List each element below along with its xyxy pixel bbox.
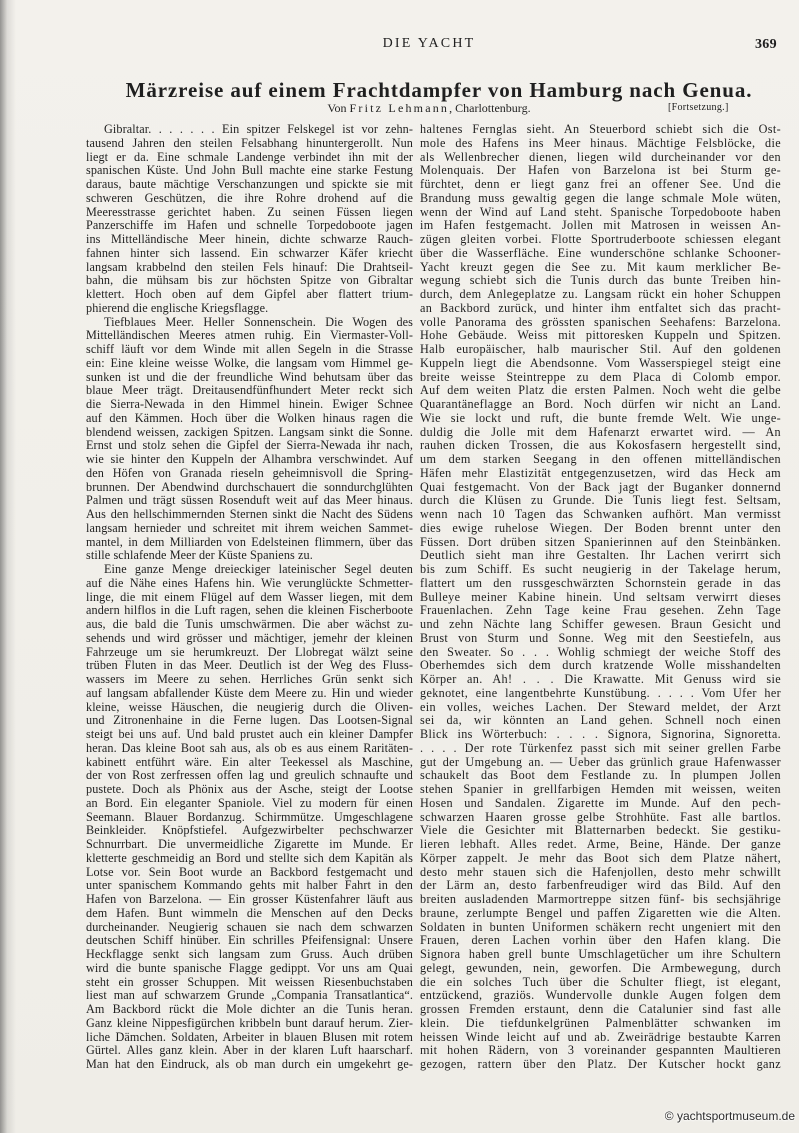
text-line: steigt bei uns auf. Und bald prustet auch ein kleiner Dampfer <box>86 728 413 741</box>
text-line: Körper zappelt. Je mehr das Boot sich dem Platze nähert, <box>420 851 781 865</box>
text-line: Brandung muss gewaltig gegen die lange schmale Mole wüten, <box>420 191 781 205</box>
text-line: Seemann. Blauer Bordanzug. Schirmmütze. Umgeschlagene <box>86 810 413 824</box>
text-line: Eine ganze Menge dreieckiger lateinischer Segel deuten <box>104 563 413 576</box>
text-line: Hosen und Sandalen. Zigarette im Munde. Auf den pech- <box>420 796 781 810</box>
text-line: Frauenlachen. Zehn Tage keine Frau gesehen. Zehn Tage <box>420 604 781 618</box>
text-line: stehen Spanier in grellfarbigen Hemden mit weissen, weiten <box>420 783 781 796</box>
text-line: auf die Nähe eines Hafens hin. Wie verunglückte Schmetter- <box>86 576 413 590</box>
paragraph <box>86 563 413 1072</box>
text-line: entzückend, graziös. Wundervolle dunkle Augen folgen dem <box>420 989 781 1003</box>
text-line: kletterte geschmeidig an Bord und stellte sich dem Kapitän als <box>86 851 413 865</box>
text-line: Beinkleider. Knöpfstiefel. Aufgezwirbelter pechschwarzer <box>86 824 413 838</box>
text-line: mole des Hafens ins Meer hinaus. Mächtige Felsblöcke, die <box>420 136 781 150</box>
text-line: Hohe Gebäude. Weiss mit pittoresken Kuppeln und Spitzen. <box>420 329 781 343</box>
text-line: Lotse vor. Sein Boot wurde an Backbord festgemacht und <box>86 865 413 879</box>
text-line: andern hilflos in die Luft ragen, sehen die kleinen Fischerboote <box>86 604 413 618</box>
text-line: langsam krabbelnd den steilen Fels hinauf: Die Drahtseil- <box>86 260 413 274</box>
text-line: breite weisse Steintreppe zu dem Placa di Colomb empor. <box>420 370 781 384</box>
text-line: um dem starken Seegang in den offenen mittelländischen <box>420 453 781 466</box>
text-line: im Hafen festgemacht. Jollen mit Matrosen in weissen An- <box>420 219 781 233</box>
text-line: Gürtel. Alles ganz klein. Aber in der klaren Luft haarscharf. <box>86 1044 413 1058</box>
magazine-name: DIE YACHT <box>382 36 476 51</box>
text-line: Panzerschiffe im Hafen und schnelle Torpedoboote jagen <box>86 219 413 233</box>
text-line: wegung schiebt sich die Tunis durch das bunte Treiben hin- <box>420 274 781 288</box>
text-line: Fahrzeuge um sie herumkreuzt. Der Llobregat wälzt seine <box>86 645 413 659</box>
text-line: haltenes Fernglas sieht. An Steuerbord schiebt sich die Ost- <box>420 123 781 136</box>
text-line: gezogen, rattern über den Platz. Der Kutscher hockt ganz <box>420 1058 781 1071</box>
text-line: die ein solches Tuch über die Schulter fliegt, ist elegant, <box>420 975 781 989</box>
text-line: liche Dämchen. Soldaten, Arbeiter in blauen Blusen mit rotem <box>86 1030 413 1044</box>
text-line: ein: Eine kleine weisse Wolke, die langsam vom Himmel ge- <box>86 356 413 370</box>
text-line: die Sierra-Newada in den Himmel hinein. Ewiger Schnee <box>86 398 413 411</box>
text-line: klettert. Hoch oben auf dem Gipfel aber flattert trium- <box>86 288 413 301</box>
text-line: Am Backbord rückt die Mole dichter an die Tunis heran. <box>86 1003 413 1016</box>
text-line: aus, die bald die Tunis umschwärmen. Die aber wächst zu- <box>86 618 413 631</box>
text-line: kleine, weisse Häuschen, die neugierig durch die Oliven- <box>86 700 413 714</box>
text-line: tausend Jahren den steilen Felsabhang hinuntergerollt. Nun <box>86 136 413 150</box>
text-line: an Backbord zurück, und hinter ihm entfaltet sich das pracht- <box>420 301 781 315</box>
text-line: dies ewige ruhelose Wiegen. Der Boden brennt unter den <box>420 521 781 535</box>
text-line: durch, dem Anlegeplatze zu. Langsam rückt ein hoher Schuppen <box>420 288 781 301</box>
text-line: desto mehr stauen sich die Hafenjollen, desto mehr schwillt <box>420 865 781 879</box>
text-line: Tiefblaues Meer. Heller Sonnenschein. Die Wogen des <box>104 315 413 329</box>
text-line: trüben Fluten in das Meer. Deutlich ist der Weg des Fluss- <box>86 659 413 673</box>
text-line: Heckflagge senkt sich langsam zum Gruss. Auch drüben <box>86 948 413 961</box>
binding-shadow <box>0 0 16 1133</box>
paragraph <box>86 316 413 564</box>
text-line: ins Mittelländische Meer hinein, dichte schwarze Rauch- <box>86 233 413 246</box>
text-line: Bulleye meiner Kabine hinein. Und seltsam verwirrt dieses <box>420 590 781 604</box>
text-line: lieren lebhaft. Alles redet. Arme, Beine, Hände. Der ganze <box>420 838 781 851</box>
text-line: blendend weissen, zackigen Spitzen. Langsam sinkt die Sonne. <box>86 425 413 439</box>
text-line: daraus, baute mächtige Verschanzungen und spickte sie mit <box>86 178 413 191</box>
text-line: fahnen hinter sich lassend. Ein schwarzer Käfer kriecht <box>86 246 413 260</box>
text-line: mantel, in dem Milliarden von Edelsteinen flimmern, über das <box>86 535 413 549</box>
text-line: der von Rost zerfressen offen lag und greulich schnaufte und <box>86 769 413 783</box>
text-line: brunnen. Der Abendwind durchschauert die sonndurchglühten <box>86 480 413 494</box>
text-line: bis zum Schiff. Es sucht neugierig in der Takelage herum, <box>420 563 781 576</box>
text-line: auf den Kämmen. Hoch über die Wolken hinaus ragen die <box>86 411 413 425</box>
author-name: Fritz Lehmann <box>349 101 450 115</box>
text-line: Molenquais. Der Hafen von Barzelona ist bei Sturm ge- <box>420 164 781 178</box>
text-line: über die Wasserfläche. Eine wunderschöne schlanke Schooner- <box>420 246 781 260</box>
text-line: der Lärm an, desto farbenfreudiger wird das Bild. Auf den <box>420 879 781 893</box>
text-line: Gibraltar. . . . . . . Ein spitzer Felskegel ist vor zehn- <box>104 123 413 136</box>
text-line: durch die Klüsen zu Grunde. Die Tunis liegt fest. Seltsam, <box>420 494 781 508</box>
text-line: Signora haben grell bunte Umschlagetücher um ihre Schultern <box>420 948 781 961</box>
text-line: Viele die Gesichter mit Blatternarben bedeckt. Sie gestiku- <box>420 824 781 838</box>
text-line: Quai festgemacht. Von der Back jagt der Buganker donnernd <box>420 480 781 494</box>
text-line: sei da, wir könnten an Land gehen. Schnell noch einen <box>420 714 781 728</box>
text-line: blaue Meer trägt. Dreitausendfünfhundert Meter reckt sich <box>86 384 413 398</box>
byline-location: , Charlottenburg. <box>449 101 531 115</box>
text-line: flattert um den russgeschwärzten Schornstein gerade in das <box>420 576 781 590</box>
text-line: Auf dem weiten Platz die ersten Palmen. Noch weht die gelbe <box>420 384 781 398</box>
text-line: Füssen. Dort drüben sitzen Spanierinnen auf den Steinbänken. <box>420 535 781 549</box>
text-line: ein volles, weiches Lachen. Der Steward meldet, der Arzt <box>420 700 781 714</box>
text-line: wie sie hinter den Kuppeln der Alhambra verschwindet. Auf <box>86 453 413 466</box>
text-line: linge, die mit einem Flügel auf dem Wasser liegen, mit dem <box>86 590 413 604</box>
text-line: . . . . Der rote Türkenfez passt sich mit seiner grellen Farbe <box>420 741 781 755</box>
continuation-note: [Fortsetzung.] <box>668 102 729 113</box>
text-line: kabinett entführt wäre. Ein alter Teekessel als Maschine, <box>86 755 413 769</box>
text-line: volle Panorama des grössten spanischen Seehafens: Barzelona. <box>420 315 781 329</box>
watermark: © yachtsportmuseum.de <box>664 1109 795 1123</box>
text-line: Blick ins Wörterbuch: . . . . Signora, Signorina, Signoretta. <box>420 728 781 741</box>
text-line: Palmen und trägt süssen Rosenduft weit auf das Meer hinaus. <box>86 494 413 508</box>
text-line: grossen Fremden erstaunt, denn die Catalunier sind fast alle <box>420 1003 781 1016</box>
byline <box>229 101 629 116</box>
text-line: als Wellenbrecher dienen, liegen wild durcheinander vor den <box>420 150 781 164</box>
text-line: gut der Umgebung an. — Ueber das grünlich graue Hafenwasser <box>420 755 781 769</box>
text-line: sehends und wird grösser und mächtiger, jemehr der kleinen <box>86 631 413 645</box>
text-line: den Sweater. So . . . Wohlig schmiegt der weiche Stoff des <box>420 645 781 659</box>
text-line: Ernst und stolz sehen die Gipfel der Sierra-Newada ihr nach, <box>86 439 413 453</box>
text-line: Soldaten in bunten Uniformen schäkern recht ungeniert mit den <box>420 920 781 934</box>
text-line: wenn der Wind auf Land steht. Spanische Torpedoboote haben <box>420 205 781 219</box>
text-line: heissen Winde leicht auf und ab. Zweirädrige bestaubte Karren <box>420 1030 781 1044</box>
text-line: liegt er da. Eine schmale Landenge verbindet ihn mit der <box>86 150 413 164</box>
text-line: Man hat den Eindruck, als ob man durch ein umgekehrt ge- <box>86 1058 413 1071</box>
text-line: den Höfen von Granada rieseln geheimnisvoll die Spring- <box>86 466 413 480</box>
text-line: durcheinander. Neugierig schauen sie nach dem schwarzen <box>86 920 413 934</box>
text-line: wird die bunte spanische Flagge gedippt. Vor uns am Quai <box>86 961 413 975</box>
text-line: rauhen dicken Trossen, die aus Kokosfasern hergestellt sind, <box>420 439 781 453</box>
text-column-left <box>86 123 413 1072</box>
text-line: langsam hernieder und schreitet mit ihrem weichen Sammet- <box>86 521 413 535</box>
page-number: 369 <box>755 37 777 52</box>
text-line: Brust von Sturm und Sonne. Weg mit den Seestiefeln, aus <box>420 631 781 645</box>
text-line: schwarzen Haaren grosse gelbe Strohhüte. Fast alle bartlos. <box>420 810 781 824</box>
text-line: Häfen mehr Elastizität entgegenzusetzen, wird das Heck am <box>420 466 781 480</box>
text-line: breiten ausladenden Marmortreppe sitzen fünf- bis sechsjährige <box>420 893 781 906</box>
text-line: zügen gleiten vorbei. Flotte Sportruderboote schiessen elegant <box>420 233 781 246</box>
text-line: Mittelländischen Meeres atmen ruhig. Ein Viermaster-Voll- <box>86 329 413 343</box>
text-column-right <box>420 123 781 1072</box>
text-line: unter spanischem Kommando gehts mit halber Fahrt in den <box>86 879 413 893</box>
text-line: klein. Die tiefdunkelgrünen Palmenblätter schwanken im <box>420 1016 781 1030</box>
text-line: mit hohen Rädern, von 3 voreinander gespannten Maultieren <box>420 1044 781 1058</box>
text-line: wenn nach 10 Tagen das Schwanken aufhört. Man vermisst <box>420 508 781 521</box>
text-line: liest man auf schwarzem Grunde „Compania Transatlantica“. <box>86 989 413 1003</box>
text-line: Quarantäneflagge an Bord. Noch dürfen wir nicht an Land. <box>420 398 781 411</box>
text-line: Schnurrbart. Die unvermeidliche Zigarette im Munde. Er <box>86 838 413 851</box>
text-line: schweren Geschützen, die ihre Rohre drohend auf die <box>86 191 413 205</box>
text-line: spanischen Küste. Und John Bull machte eine starke Festung <box>86 164 413 178</box>
paragraph <box>86 123 413 316</box>
text-line: steht ein grosser Schuppen. Mit weissen Riesenbuchstaben <box>86 975 413 989</box>
text-line: an Bord. Ein eleganter Spaniole. Viel zu modern für einen <box>86 796 413 810</box>
text-line: Oberhemdes sich dem durch kratzende Wolle misshandelten <box>420 659 781 673</box>
text-line: Kuppeln liegt die Abendsonne. Vom Wasserspiegel steigt eine <box>420 356 781 370</box>
text-line: wassers im Meere zu sehen. Herrliches Grün senkt sich <box>86 673 413 686</box>
text-line: phierend die englische Kriegsflagge. <box>86 301 269 315</box>
text-line: und zehn Nächte lang Schiffer gewesen. Braun Gesicht und <box>420 618 781 631</box>
text-line: geknotet, eine langentbehrte Kunstübung. . . . . Vom Ufer her <box>420 686 781 700</box>
article-title: Märzreise auf einem Frachtdampfer von Hamburg nach Genua. <box>125 78 753 102</box>
text-line: sunken ist und die der freundliche Wind behutsam über das <box>86 370 413 384</box>
text-line: stille schlafende Meer der Küste Spaniens zu. <box>86 549 313 563</box>
text-line: dem Hafen. Bunt wimmeln die Menschen auf den Decks <box>86 906 413 920</box>
text-line: Meeresstrasse gerichtet haben. Zu seinen Füssen liegen <box>86 205 413 219</box>
text-line: Yacht kreuzt gegen die See zu. Mit kaum merklicher Be- <box>420 260 781 274</box>
text-line: Frauen, deren Lachen vorhin über den Hafen klang. Die <box>420 934 781 948</box>
text-line: duldig die Jolle mit dem Hafenarzt erwartet wird. — An <box>420 425 781 439</box>
text-line: Ganz kleine Nippesfigürchen kribbeln bunt darauf herum. Zier- <box>86 1016 413 1030</box>
text-line: bahn, die mühsam bis zur höchsten Spitze von Gibraltar <box>86 274 413 288</box>
text-line: Deutlich sieht man ihre Gestalten. Ihr Lachen verirrt sich <box>420 549 781 563</box>
text-line: Halb europäischer, halb maurischer Stil. Auf den goldenen <box>420 343 781 356</box>
text-line: Hafen von Barzelona. — Ein grosser Küstenfahrer läuft aus <box>86 893 413 906</box>
text-line: schiff läuft vor dem Winde mit allen Segeln in die Strasse <box>86 343 413 356</box>
text-line: deutschen Schiff hinüber. Ein schrilles Pfeifensignal: Unsere <box>86 934 413 948</box>
text-line: braune, zerlumpte Bengel und paffen Zigaretten wie die Alten. <box>420 906 781 920</box>
text-line: Körper an. Ah! . . . Die Krawatte. Mit Genuss wird sie <box>420 673 781 686</box>
text-line: pustete. Doch als Phönix aus der Asche, steigt der Lootse <box>86 783 413 796</box>
text-line: und Zitronenhaine in die Ferne lugen. Das Lootsen-Signal <box>86 714 413 728</box>
text-line: auf langsam abfallender Küste dem Meere zu. Hin und wieder <box>86 686 413 700</box>
text-line: fürchtet, denn er liegt ganz frei an offener See. Und die <box>420 178 781 191</box>
text-line: schaukelt das Boot dem Festlande zu. In plumpen Jollen <box>420 769 781 783</box>
paragraph <box>420 123 781 1072</box>
text-line: gelegt, gewunden, nein, geworfen. Die Armbewegung, durch <box>420 961 781 975</box>
text-line: heran. Das kleine Boot sah aus, als ob es aus einem Raritäten- <box>86 741 413 755</box>
text-line: Wie sie lockt und ruft, die bunte fremde Welt. Wie unge- <box>420 411 781 425</box>
text-line: Aus den hellschimmernden Sternen sinkt die Nacht des Südens <box>86 508 413 521</box>
byline-prefix: Von <box>327 101 350 115</box>
